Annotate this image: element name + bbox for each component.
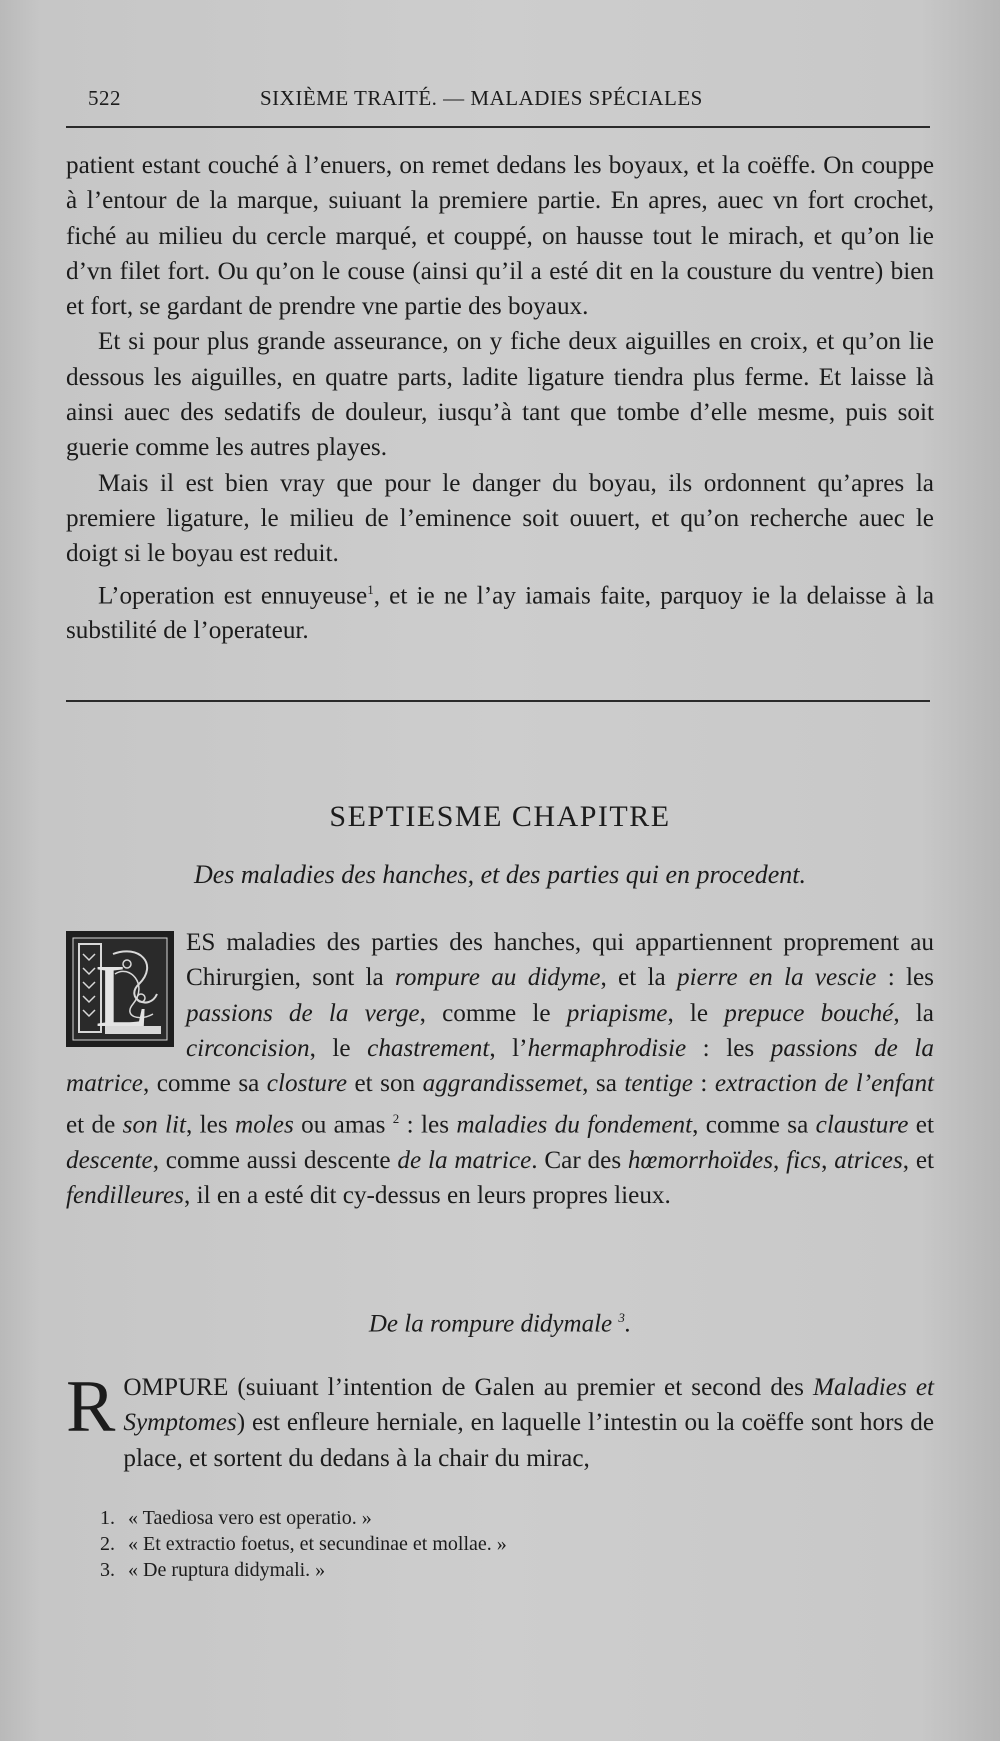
text-span: ou amas — [293, 1111, 393, 1139]
chapter-subtitle: Des maladies des hanches, et des parties qui en procedent. — [193, 860, 807, 889]
chapter-title: SEPTIESME CHAPITRE — [329, 800, 671, 833]
italic-term: atrices — [834, 1147, 903, 1175]
footnote-text: « Taediosa vero est operatio. » — [128, 1507, 372, 1529]
footnote-number: 3. — [100, 1559, 115, 1581]
section-text-block — [66, 1366, 935, 1476]
section-paragraph — [66, 1366, 935, 1476]
page-number: 522 — [88, 86, 121, 110]
text-span: , le — [667, 999, 725, 1027]
text-span: ES — [186, 929, 216, 956]
chapter-paragraph — [66, 925, 934, 1214]
italic-term: circoncision — [186, 1034, 310, 1062]
italic-term: priapisme — [566, 999, 668, 1027]
italic-term: rompure au didyme — [395, 964, 601, 992]
text-span: : les — [876, 964, 934, 992]
italic-term: fendilleures — [66, 1182, 184, 1210]
text-span: : les — [399, 1111, 457, 1139]
italic-term: prepuce bouché — [724, 999, 894, 1027]
footnote-number: 1. — [100, 1507, 115, 1529]
text-span: , et la — [600, 964, 677, 992]
section-title-dot: . — [624, 1310, 632, 1338]
section-divider-rule — [66, 700, 930, 702]
text-span: , comme le — [419, 999, 567, 1027]
italic-term: closture — [266, 1070, 348, 1098]
text-span: L’operation est ennuyeuse — [98, 581, 368, 609]
italic-term: passions de la verge — [186, 999, 420, 1027]
footnote-number: 2. — [100, 1533, 115, 1555]
italic-term: moles — [235, 1111, 294, 1139]
footnote-text: « Et extractio foetus, et secundinae et mollae. » — [128, 1533, 507, 1555]
drop-cap-letter: R — [66, 1366, 116, 1448]
italic-term: passions de la matrice — [66, 1034, 934, 1098]
text-span: , et — [902, 1147, 935, 1175]
section-title-text: De la rompure didymale — [368, 1310, 613, 1338]
text-span: , — [773, 1147, 787, 1175]
italic-term: son lit — [122, 1111, 187, 1139]
footnote-marker: 3 — [618, 1310, 625, 1325]
text-span: et de — [66, 1111, 123, 1139]
text-span: et son — [347, 1070, 423, 1098]
header-rule — [66, 126, 930, 128]
top-text-block — [66, 148, 934, 649]
text-span: , le — [309, 1034, 368, 1062]
ornamental-initial-letter — [66, 931, 174, 1047]
text-span: , la — [893, 999, 934, 1027]
text-span: , comme aussi descente — [152, 1147, 398, 1175]
italic-term: de la matrice — [397, 1147, 532, 1175]
italic-term: pierre en la vescie — [677, 964, 877, 992]
text-span: , sa — [582, 1070, 625, 1098]
paragraph-continuation: patient estant couché à l’enuers, on remet dedans les boyaux, et la coëffe. On couppe à l’entour de la marque, suiuant la premiere partie. En apres, auec vn fort crochet, fiché au milieu du cercle marqué, et couppé, on hausse tout le mirach, et qu’on lie d’vn filet fort. Ou qu’on le couse (ainsi qu’il a esté dit en la cousture du ventre) bien et fort, se gardant de prendre vne partie des boyaux. — [66, 152, 934, 321]
initial-letter-glyph: L — [95, 947, 150, 1044]
italic-term: fics — [786, 1147, 822, 1175]
paragraph: Mais il est bien vray que pour le danger du boyau, ils ordonnent qu’apres la premiere ligature, le milieu de l’eminence soit ouuert, et qu’on recherche auec le doigt si le boyau est reduit. — [66, 469, 934, 568]
italic-term: aggrandissemet — [422, 1070, 583, 1098]
footnote — [100, 1505, 920, 1531]
italic-term: hermaphrodisie — [527, 1034, 687, 1062]
text-span: , les — [186, 1111, 236, 1139]
italic-term: Maladies et Symptomes — [123, 1374, 935, 1437]
text-span: , comme sa — [692, 1111, 816, 1139]
section-title — [0, 1310, 1000, 1338]
italic-term: maladies du fondement — [456, 1111, 693, 1139]
footnote — [100, 1531, 920, 1557]
running-header — [88, 82, 930, 116]
text-span: maladies des parties des hanches, qui appartiennent proprement au Chirurgien, sont la — [186, 929, 934, 992]
footnotes — [100, 1505, 920, 1583]
footnote-text: « De ruptura didymali. » — [128, 1559, 326, 1581]
text-span: OMPURE — [123, 1374, 229, 1401]
text-span: ) est enfleure herniale, en laquelle l’intestin ou la coëffe sont hors de place, et sortent du dedans à la chair du mirac, — [123, 1409, 934, 1472]
italic-term: hœmorrhoïdes — [627, 1147, 774, 1175]
text-span: , l’ — [489, 1034, 528, 1062]
text-span: , comme sa — [142, 1070, 267, 1098]
text-span: (suiuant l’intention de Galen au premier et second des — [228, 1374, 813, 1401]
italic-term: descente — [66, 1147, 153, 1175]
footnote-marker: 1 — [367, 581, 374, 597]
paragraph-last — [66, 572, 934, 649]
ornamental-initial-graphic — [69, 934, 171, 1044]
italic-term: chastrement — [367, 1034, 490, 1062]
text-span: , il en a esté dit cy-dessus en leurs propres lieux. — [183, 1182, 671, 1210]
footnote — [100, 1557, 920, 1583]
text-span: et — [908, 1111, 934, 1139]
text-span: . Car des — [531, 1147, 628, 1175]
italic-term: clausture — [815, 1111, 909, 1139]
text-span: , — [821, 1147, 835, 1175]
running-title: SIXIÈME TRAITÉ. — MALADIES SPÉCIALES — [260, 86, 703, 110]
text-span: : les — [686, 1034, 771, 1062]
text-span: , et ie ne l’ay iamais faite, parquoy ie la delaisse à la substilité de l’operateur. — [66, 581, 934, 645]
italic-term: tentige — [624, 1070, 693, 1098]
chapter-text-block — [66, 925, 934, 1214]
italic-term: extraction de l’enfant — [714, 1070, 935, 1098]
paragraph: Et si pour plus grande asseurance, on y fiche deux aiguilles en croix, et qu’on lie dessous les aiguilles, en quatre parts, ladite ligature tiendra plus ferme. Et laisse là ainsi auec des sedatifs de douleur, iusqu’à tant que tombe d’elle mesme, puis soit guerie comme les autres playes. — [66, 328, 934, 462]
footnote-marker: 2 — [392, 1111, 400, 1127]
text-span: : — [692, 1070, 715, 1098]
